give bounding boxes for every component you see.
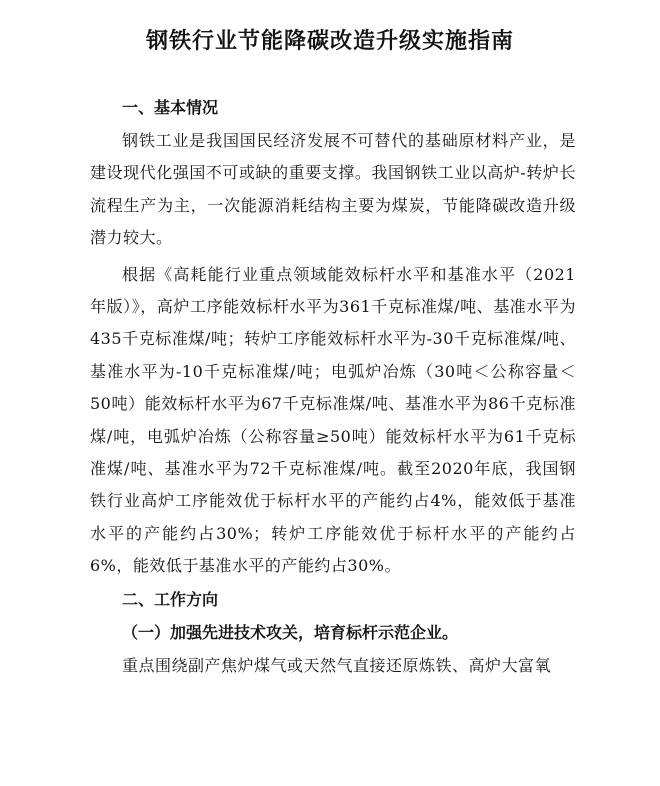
section-heading-work-direction: 二、工作方向	[122, 589, 219, 609]
paragraph-industry-overview: 钢铁工业是我国国民经济发展不可替代的基础原材料产业，是建设现代化强国不可或缺的重要支撑。我国钢铁工业以高炉-转炉长流程生产为主，一次能源消耗结构主要为煤炭，节能降碳改造升级潜力较大。	[90, 131, 576, 248]
document-title: 钢铁行业节能降碳改造升级实施指南	[145, 29, 514, 54]
subsection-heading-technology: （一）加强先进技术攻关，培育标杆示范企业。	[122, 622, 459, 642]
paragraph-energy-benchmarks: 根据《高耗能行业重点领域能效标杆水平和基准水平（2021年版）》，高炉工序能效标杆水平为361千克标准煤/吨、基准水平为435千克标准煤/吨；转炉工序能效标杆水平为-30千克标准煤/吨、基准水平为-10千克标准煤/吨；电弧炉冶炼（30吨＜公称容量＜50吨）能效标杆水平为67千克标准煤/吨、基准水平为86千克标准煤/吨，电弧炉冶炼（公称容量≥50吨）能效标杆水平为61千克标准煤/吨、基准水平为72千克标准煤/吨。截至2020年底，我国钢铁行业高炉工序能效优于标杆水平的产能约占4%，能效低于基准水平的产能约占30%；转炉工序能效优于标杆水平的产能约占6%，能效低于基准水平的产能约占30%。	[90, 264, 576, 576]
document-body	[90, 92, 576, 682]
paragraph-technology-focus: 重点围绕副产焦炉煤气或天然气直接还原炼铁、高炉大富氧	[122, 655, 552, 675]
section-heading-basic-situation: 一、基本情况	[122, 98, 219, 117]
